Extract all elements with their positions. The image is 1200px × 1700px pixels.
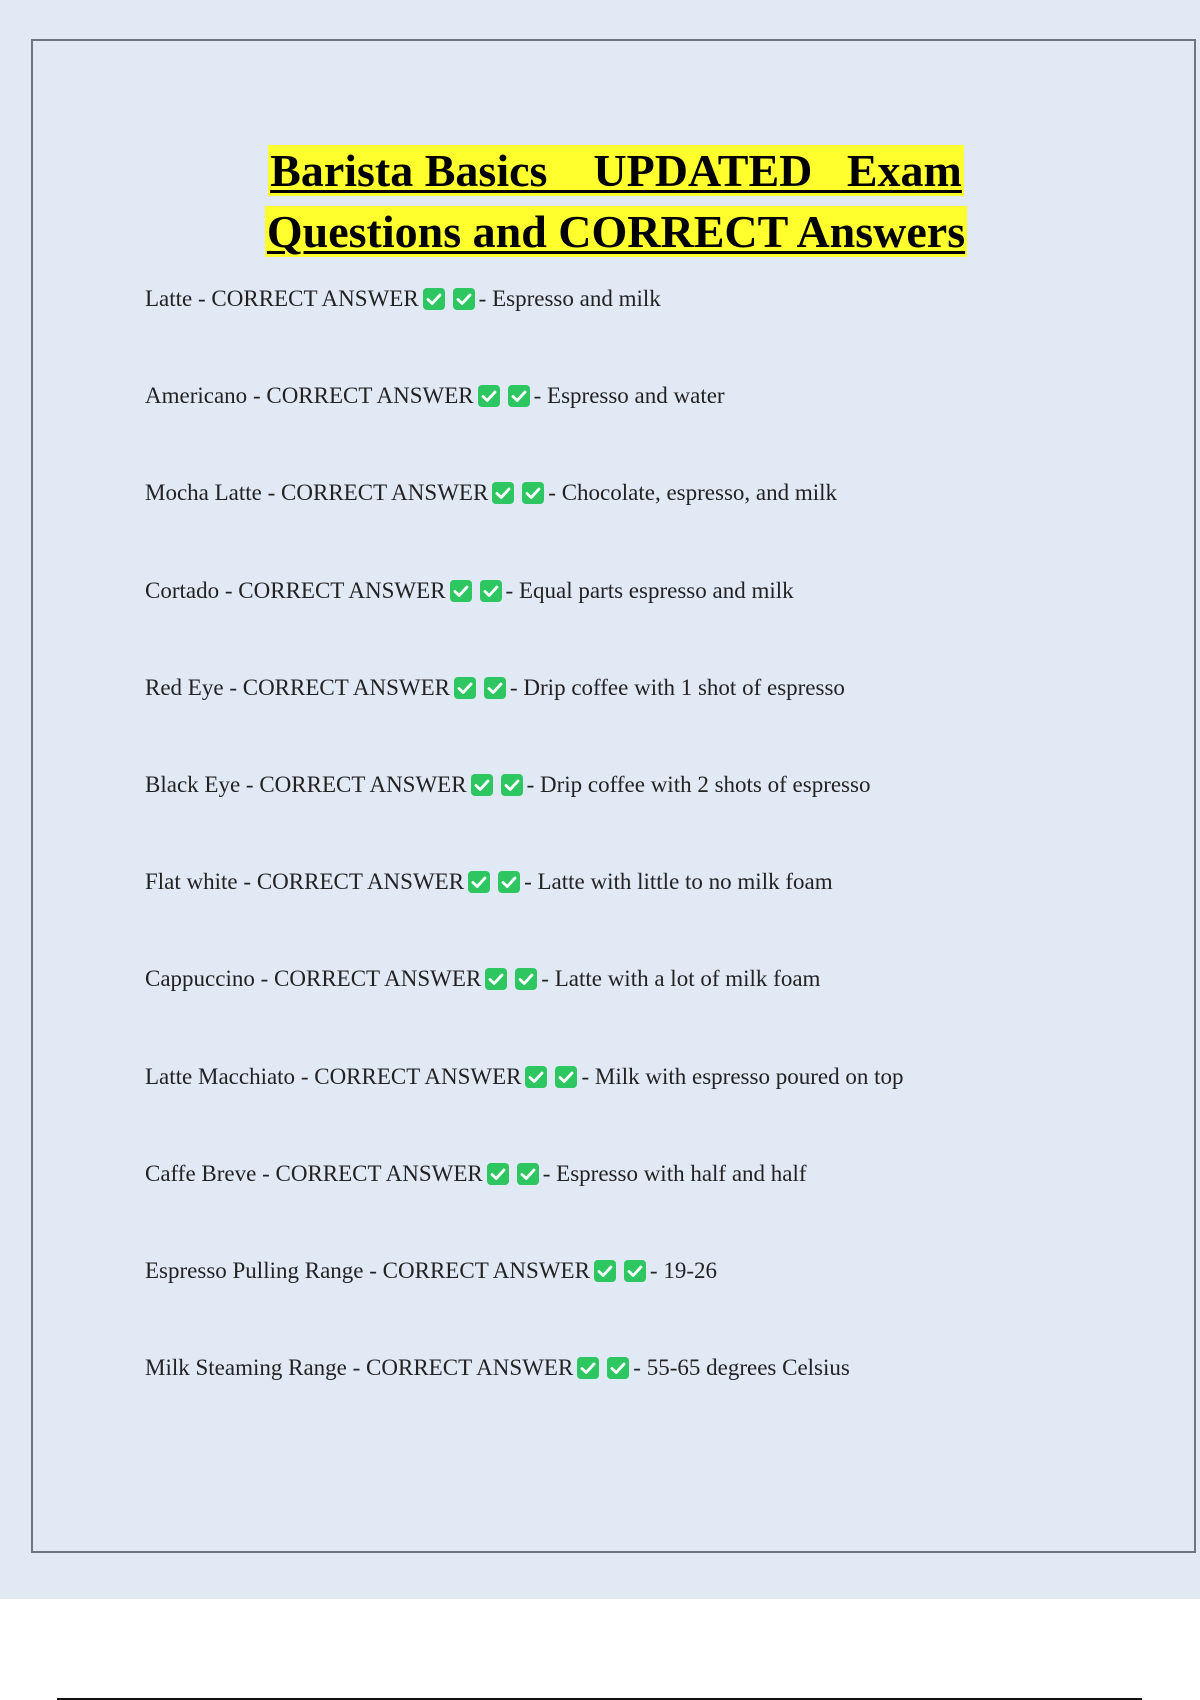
qa-item-red-eye: Red Eye - CORRECT ANSWER - Drip coffee with 1 shot of espresso bbox=[145, 673, 845, 703]
qa-term: Red Eye bbox=[145, 675, 224, 700]
qa-label: CORRECT ANSWER bbox=[259, 772, 467, 797]
qa-term: Milk Steaming Range bbox=[145, 1355, 347, 1380]
qa-answer: Drip coffee with 1 shot of espresso bbox=[523, 675, 845, 700]
qa-label: CORRECT ANSWER bbox=[256, 869, 465, 894]
qa-label: CORRECT ANSWER bbox=[274, 966, 482, 991]
document-title bbox=[0, 140, 1200, 262]
qa-term: Espresso Pulling Range bbox=[145, 1258, 364, 1283]
qa-term: Cappuccino bbox=[145, 966, 255, 991]
qa-label: CORRECT ANSWER bbox=[211, 286, 419, 311]
check-mark-icon bbox=[516, 1162, 540, 1186]
qa-item-latte: Latte - CORRECT ANSWER - Espresso and milk bbox=[145, 284, 661, 314]
qa-term: Americano bbox=[145, 383, 248, 408]
check-mark-icon bbox=[453, 676, 477, 700]
check-mark-icon bbox=[606, 1356, 630, 1380]
qa-term: Black Eye bbox=[145, 772, 241, 797]
check-mark-icon bbox=[514, 967, 538, 991]
qa-answer: Milk with espresso poured on top bbox=[594, 1064, 904, 1089]
qa-answer: Latte with little to no milk foam bbox=[537, 869, 833, 894]
check-mark-icon bbox=[576, 1356, 600, 1380]
qa-item-cappuccino: Cappuccino - CORRECT ANSWER - Latte with a lot of milk foam bbox=[145, 964, 820, 994]
qa-answer: Espresso with half and half bbox=[556, 1161, 807, 1186]
qa-label: CORRECT ANSWER bbox=[238, 578, 446, 603]
qa-term: Cortado bbox=[145, 578, 220, 603]
qa-answer: 19-26 bbox=[663, 1258, 718, 1283]
qa-item-caffe-breve: Caffe Breve - CORRECT ANSWER - Espresso with half and half bbox=[145, 1159, 807, 1189]
qa-item-cortado: Cortado - CORRECT ANSWER - Equal parts espresso and milk bbox=[145, 576, 794, 606]
check-mark-icon bbox=[497, 870, 521, 894]
qa-answer: Drip coffee with 2 shots of espresso bbox=[540, 772, 871, 797]
qa-item-espresso-pulling-range: Espresso Pulling Range - CORRECT ANSWER - 19-26 bbox=[145, 1256, 717, 1286]
qa-item-americano: Americano - CORRECT ANSWER - Espresso and water bbox=[145, 381, 725, 411]
qa-label: CORRECT ANSWER bbox=[242, 675, 450, 700]
qa-answer: Chocolate, espresso, and milk bbox=[561, 480, 838, 505]
check-mark-icon bbox=[593, 1259, 617, 1283]
check-mark-icon bbox=[554, 1065, 578, 1089]
qa-term: Latte bbox=[145, 286, 193, 311]
qa-answer: Equal parts espresso and milk bbox=[518, 578, 794, 603]
qa-label: CORRECT ANSWER bbox=[281, 480, 489, 505]
qa-answer: 55-65 degrees Celsius bbox=[646, 1355, 850, 1380]
check-mark-icon bbox=[486, 1162, 510, 1186]
qa-item-mocha-latte: Mocha Latte - CORRECT ANSWER - Chocolate, espresso, and milk bbox=[145, 478, 837, 508]
qa-term: Flat white bbox=[145, 869, 238, 894]
qa-label: CORRECT ANSWER bbox=[382, 1258, 590, 1283]
title-line-1: Barista Basics UPDATED Exam bbox=[270, 145, 962, 196]
qa-answer: Latte with a lot of milk foam bbox=[554, 966, 821, 991]
qa-item-milk-steaming-range: Milk Steaming Range - CORRECT ANSWER - 55-65 degrees Celsius bbox=[145, 1353, 850, 1383]
qa-label: CORRECT ANSWER bbox=[314, 1064, 522, 1089]
qa-label: CORRECT ANSWER bbox=[366, 1355, 574, 1380]
check-mark-icon bbox=[479, 579, 503, 603]
qa-label: CORRECT ANSWER bbox=[266, 383, 474, 408]
qa-term: Mocha Latte bbox=[145, 480, 262, 505]
check-mark-icon bbox=[422, 287, 446, 311]
check-mark-icon bbox=[449, 579, 473, 603]
qa-term: Caffe Breve bbox=[145, 1161, 257, 1186]
qa-item-black-eye: Black Eye - CORRECT ANSWER - Drip coffee with 2 shots of espresso bbox=[145, 770, 870, 800]
check-mark-icon bbox=[491, 481, 515, 505]
check-mark-icon bbox=[507, 384, 531, 408]
qa-term: Latte Macchiato bbox=[145, 1064, 296, 1089]
check-mark-icon bbox=[623, 1259, 647, 1283]
qa-label: CORRECT ANSWER bbox=[275, 1161, 483, 1186]
check-mark-icon bbox=[484, 967, 508, 991]
check-mark-icon bbox=[483, 676, 507, 700]
qa-item-flat-white: Flat white - CORRECT ANSWER - Latte with little to no milk foam bbox=[145, 867, 833, 897]
qa-item-latte-macchiato: Latte Macchiato - CORRECT ANSWER - Milk with espresso poured on top bbox=[145, 1062, 903, 1092]
check-mark-icon bbox=[500, 773, 524, 797]
check-mark-icon bbox=[477, 384, 501, 408]
check-mark-icon bbox=[452, 287, 476, 311]
qa-answer: Espresso and milk bbox=[492, 286, 661, 311]
check-mark-icon bbox=[524, 1065, 548, 1089]
qa-answer: Espresso and water bbox=[547, 383, 725, 408]
check-mark-icon bbox=[467, 870, 491, 894]
check-mark-icon bbox=[470, 773, 494, 797]
title-line-2: Questions and CORRECT Answers bbox=[266, 206, 966, 257]
check-mark-icon bbox=[521, 481, 545, 505]
